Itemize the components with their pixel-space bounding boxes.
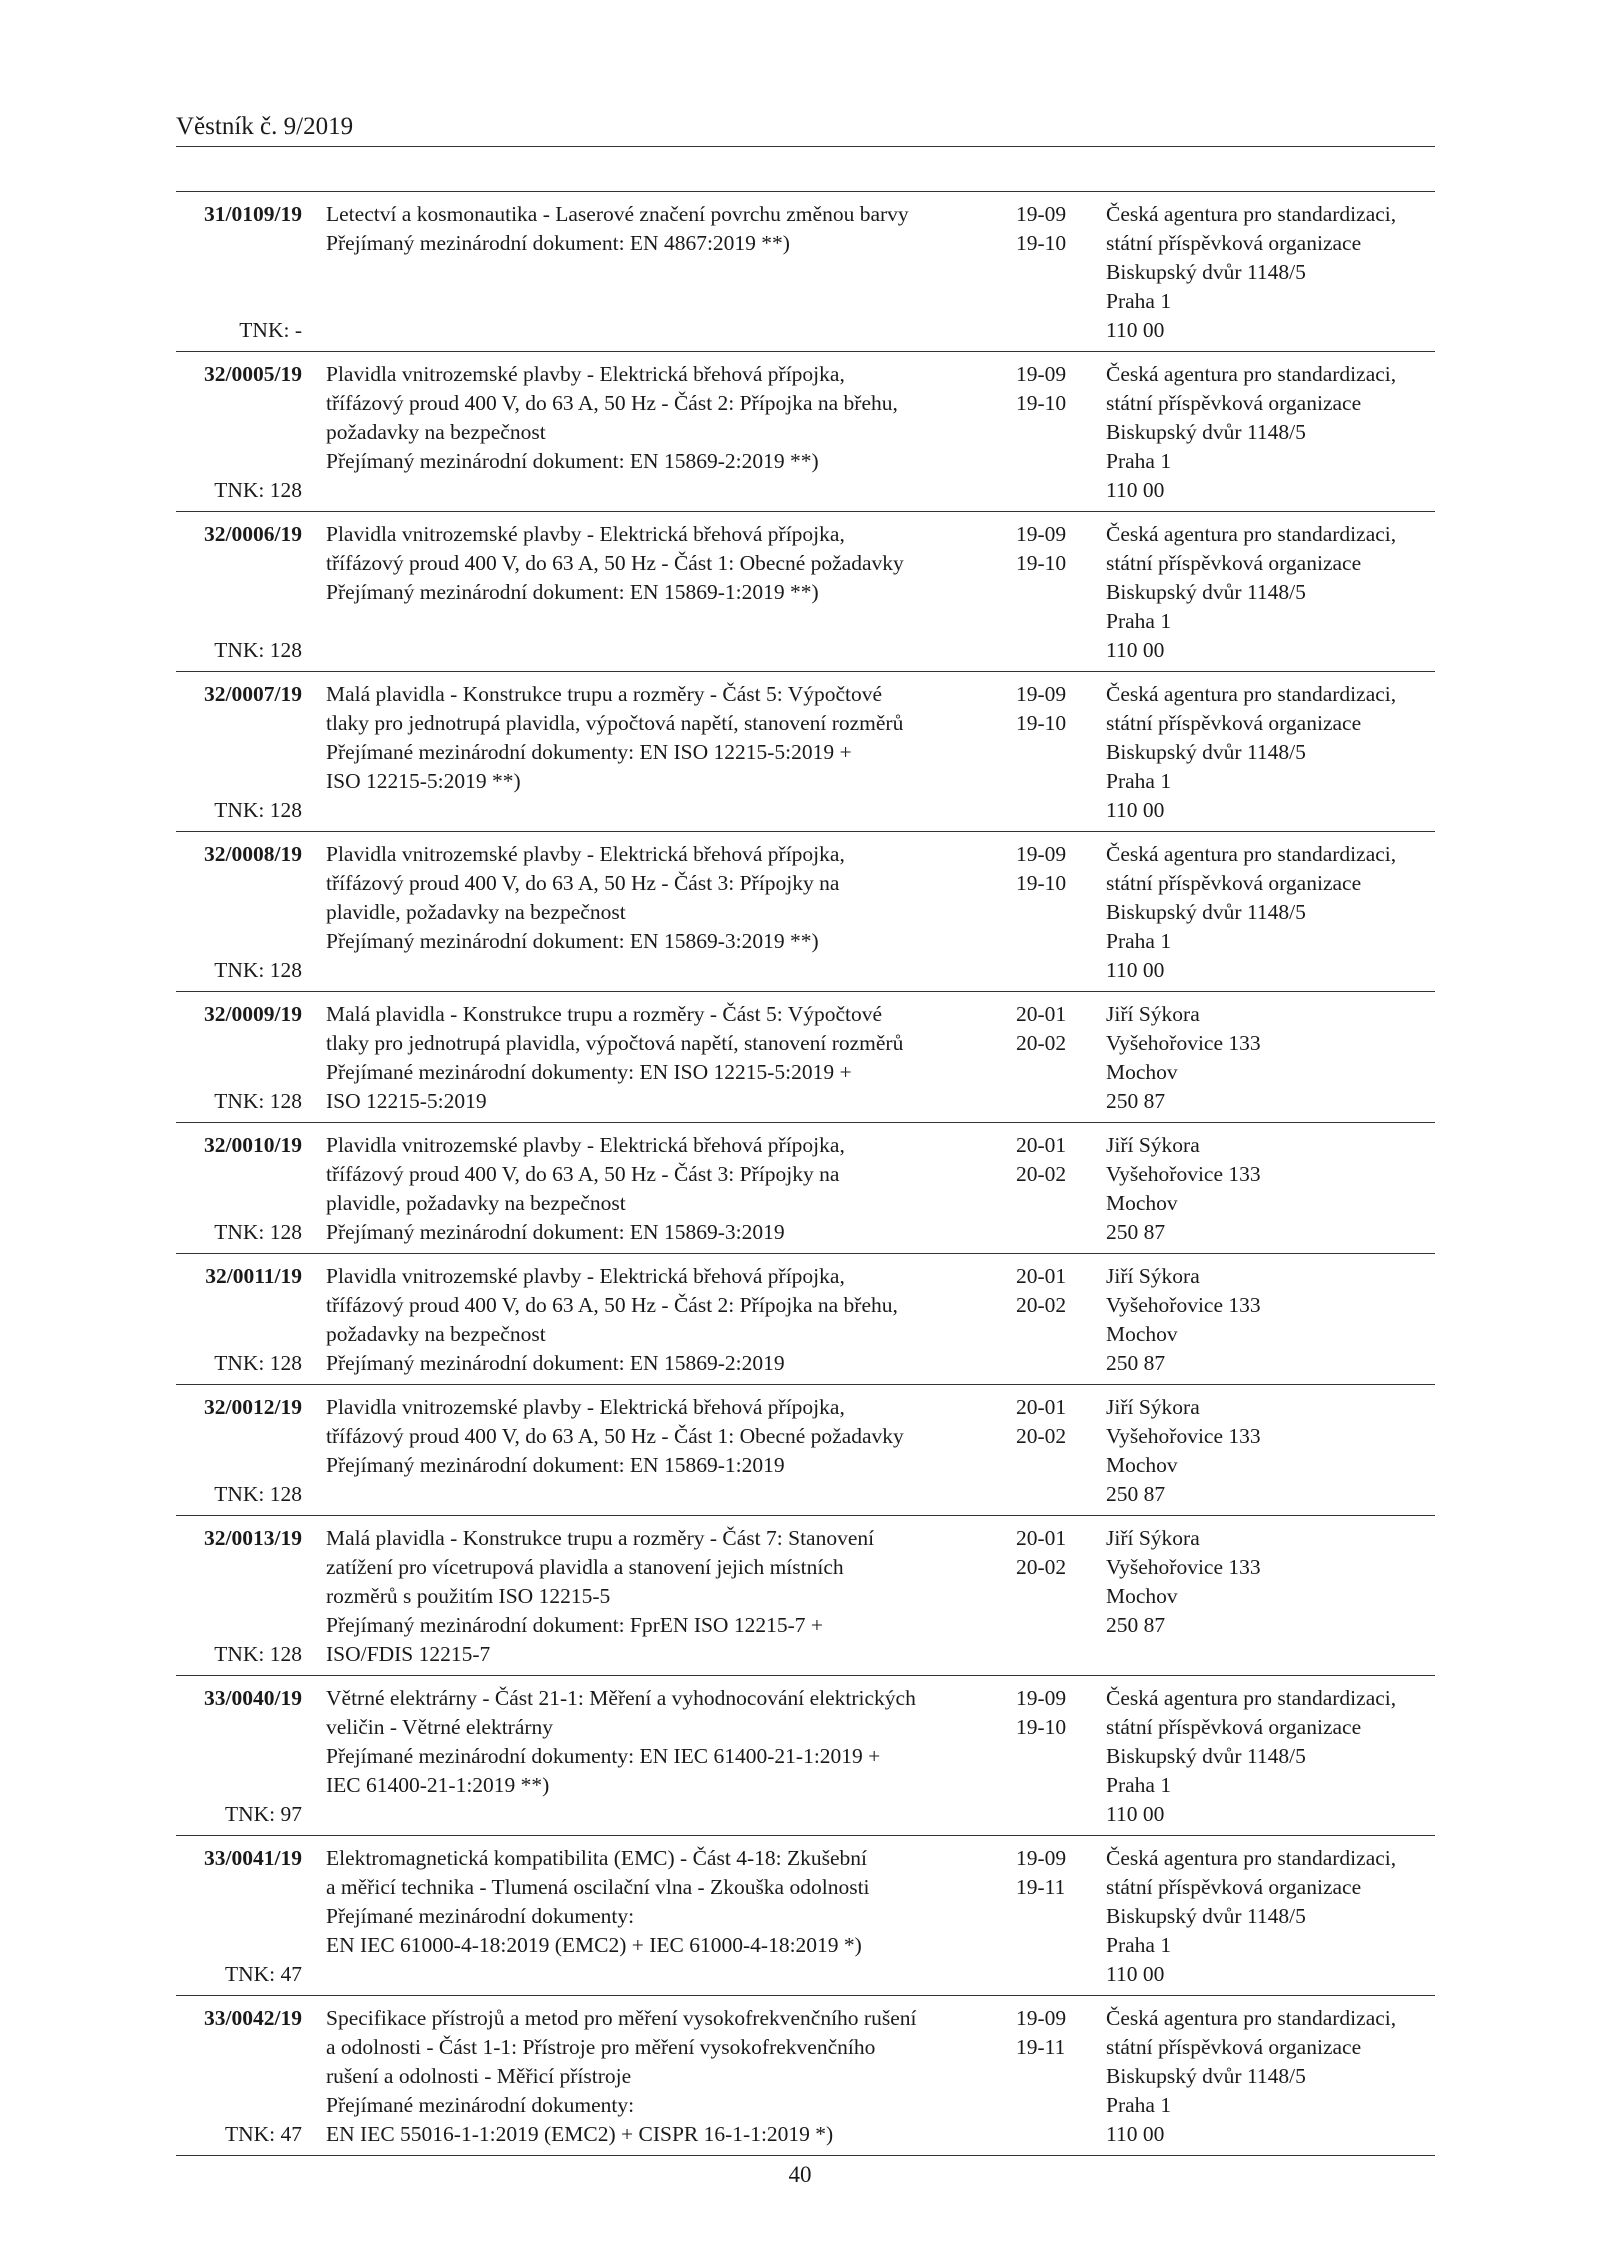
entry-description: [326, 1836, 996, 1995]
description-line: a odolnosti - Část 1-1: Přístroje pro měření vysokofrekvenčního: [326, 2035, 876, 2059]
entry-description: [326, 1385, 996, 1515]
entry-code: 32/0013/19: [204, 1526, 302, 1550]
page-header-title: Věstník č. 9/2019: [176, 113, 354, 140]
entry-dates: [1016, 840, 1086, 898]
description-line: Plavidla vnitrozemské plavby - Elektrická břehová přípojka,: [326, 1395, 845, 1419]
organization-line: Biskupský dvůr 1148/5: [1106, 420, 1306, 444]
date-value: 19-09: [1016, 682, 1067, 706]
description-line: Přejímaný mezinárodní dokument: EN 15869-3:2019 **): [326, 929, 819, 953]
description-line: Přejímané mezinárodní dokumenty:: [326, 2093, 635, 2117]
description-line: třífázový proud 400 V, do 63 A, 50 Hz - Část 2: Přípojka na břehu,: [326, 391, 898, 415]
entry-organization: [1106, 1393, 1436, 1509]
date-value: 19-10: [1016, 871, 1067, 895]
organization-line: Mochov: [1106, 1453, 1178, 1477]
entry-code-cell: [176, 1262, 302, 1291]
entry-organization: [1106, 1131, 1436, 1247]
organization-line: Mochov: [1106, 1584, 1178, 1608]
entry-dates: [1016, 1844, 1086, 1902]
tnk-label: TNK: 128: [214, 478, 302, 502]
entry-dates: [1016, 360, 1086, 418]
organization-line: 110 00: [1106, 478, 1165, 502]
table-row: [176, 1385, 1435, 1516]
table-row: [176, 512, 1435, 672]
date-value: 19-09: [1016, 522, 1067, 546]
table-row: [176, 1996, 1435, 2156]
organization-line: 110 00: [1106, 1802, 1165, 1826]
tnk-label: TNK: 47: [224, 1962, 302, 1986]
entry-code: 32/0011/19: [205, 1264, 302, 1288]
organization-line: státní příspěvková organizace: [1106, 1875, 1362, 1899]
organization-line: Jiří Sýkora: [1106, 1395, 1200, 1419]
description-line: tlaky pro jednotrupá plavidla, výpočtová napětí, stanovení rozměrů: [326, 711, 904, 735]
description-line: Plavidla vnitrozemské plavby - Elektrická břehová přípojka,: [326, 522, 845, 546]
entry-dates: [1016, 1684, 1086, 1742]
entry-organization: [1106, 1684, 1436, 1829]
table-row: [176, 1836, 1435, 1996]
description-line: třífázový proud 400 V, do 63 A, 50 Hz - Část 2: Přípojka na břehu,: [326, 1293, 898, 1317]
organization-line: 110 00: [1106, 798, 1165, 822]
organization-line: státní příspěvková organizace: [1106, 231, 1362, 255]
description-line: Přejímané mezinárodní dokumenty: EN IEC 61400-21-1:2019 +: [326, 1744, 881, 1768]
entry-code-cell: [176, 1131, 302, 1160]
description-line: Plavidla vnitrozemské plavby - Elektrická břehová přípojka,: [326, 1264, 845, 1288]
entry-description: [326, 1676, 996, 1835]
table-row: [176, 672, 1435, 832]
organization-line: 250 87: [1106, 1482, 1166, 1506]
date-value: 20-01: [1016, 1133, 1067, 1157]
entry-dates: [1016, 1000, 1086, 1058]
entry-code: 32/0006/19: [204, 522, 302, 546]
organization-line: Česká agentura pro standardizaci,: [1106, 842, 1397, 866]
date-value: 20-02: [1016, 1424, 1067, 1448]
description-line: plavidle, požadavky na bezpečnost: [326, 1191, 626, 1215]
date-value: 19-09: [1016, 1686, 1067, 1710]
date-value: 20-01: [1016, 1264, 1067, 1288]
entry-code: 31/0109/19: [204, 202, 302, 226]
entry-organization: [1106, 840, 1436, 985]
entry-code-cell: [176, 1524, 302, 1553]
organization-line: státní příspěvková organizace: [1106, 551, 1362, 575]
organization-line: Praha 1: [1106, 2093, 1172, 2117]
organization-line: Mochov: [1106, 1060, 1178, 1084]
date-value: 19-10: [1016, 1715, 1067, 1739]
date-value: 19-09: [1016, 2006, 1067, 2030]
organization-line: Jiří Sýkora: [1106, 1133, 1200, 1157]
description-line: Přejímaný mezinárodní dokument: EN 4867:2019 **): [326, 231, 790, 255]
entry-code-cell: [176, 360, 302, 389]
entry-description: [326, 1123, 996, 1253]
date-value: 19-10: [1016, 551, 1067, 575]
organization-line: Praha 1: [1106, 449, 1172, 473]
organization-line: Praha 1: [1106, 289, 1172, 313]
organization-line: Biskupský dvůr 1148/5: [1106, 1744, 1306, 1768]
organization-line: Praha 1: [1106, 769, 1172, 793]
entry-description: [326, 512, 996, 671]
organization-line: 110 00: [1106, 2122, 1165, 2146]
entry-code-cell: [176, 2004, 302, 2033]
description-line: Přejímaný mezinárodní dokument: EN 15869-2:2019: [326, 1351, 785, 1375]
entry-code-cell: [176, 1393, 302, 1422]
entry-description: [326, 992, 996, 1122]
description-line: rozměrů s použitím ISO 12215-5: [326, 1584, 611, 1608]
entry-code-cell: [176, 200, 302, 229]
date-value: 20-02: [1016, 1293, 1067, 1317]
date-value: 19-09: [1016, 202, 1067, 226]
entry-code-cell: [176, 1684, 302, 1713]
date-value: 19-09: [1016, 1846, 1067, 1870]
organization-line: Jiří Sýkora: [1106, 1526, 1200, 1550]
description-line: třífázový proud 400 V, do 63 A, 50 Hz - Část 3: Přípojky na: [326, 1162, 840, 1186]
entry-dates: [1016, 1524, 1086, 1582]
entry-organization: [1106, 1524, 1436, 1640]
description-line: rušení a odolnosti - Měřicí přístroje: [326, 2064, 632, 2088]
entry-code-cell: [176, 520, 302, 549]
tnk-label: TNK: 47: [224, 2122, 302, 2146]
entry-organization: [1106, 200, 1436, 345]
description-line: Přejímané mezinárodní dokumenty: EN ISO 12215-5:2019 +: [326, 740, 852, 764]
entry-description: [326, 192, 996, 351]
description-line: Větrné elektrárny - Část 21-1: Měření a vyhodnocování elektrických: [326, 1686, 916, 1710]
entry-dates: [1016, 2004, 1086, 2062]
description-line: třífázový proud 400 V, do 63 A, 50 Hz - Část 1: Obecné požadavky: [326, 1424, 904, 1448]
date-value: 19-11: [1016, 2035, 1066, 2059]
organization-line: Biskupský dvůr 1148/5: [1106, 260, 1306, 284]
table-row: [176, 1516, 1435, 1676]
entry-organization: [1106, 1000, 1436, 1116]
date-value: 20-01: [1016, 1002, 1067, 1026]
description-line: Specifikace přístrojů a metod pro měření vysokofrekvenčního rušení: [326, 2006, 917, 2030]
entry-organization: [1106, 360, 1436, 505]
organization-line: 250 87: [1106, 1220, 1166, 1244]
entry-dates: [1016, 200, 1086, 258]
organization-line: Mochov: [1106, 1322, 1178, 1346]
date-value: 20-02: [1016, 1555, 1067, 1579]
organization-line: Česká agentura pro standardizaci,: [1106, 682, 1397, 706]
description-line: EN IEC 55016-1-1:2019 (EMC2) + CISPR 16-1-1:2019 *): [326, 2122, 834, 2146]
description-line: Malá plavidla - Konstrukce trupu a rozměry - Část 5: Výpočtové: [326, 682, 883, 706]
description-line: Elektromagnetická kompatibilita (EMC) - Část 4-18: Zkušební: [326, 1846, 867, 1870]
date-value: 19-10: [1016, 231, 1067, 255]
date-value: 19-11: [1016, 1875, 1066, 1899]
organization-line: státní příspěvková organizace: [1106, 871, 1362, 895]
entry-code: 32/0009/19: [204, 1002, 302, 1026]
tnk-label: TNK: 128: [214, 798, 302, 822]
tnk-label: TNK: -: [239, 318, 302, 342]
date-value: 20-01: [1016, 1526, 1067, 1550]
entry-code-cell: [176, 680, 302, 709]
organization-line: 110 00: [1106, 958, 1165, 982]
organization-line: 110 00: [1106, 638, 1165, 662]
tnk-label: TNK: 128: [214, 1351, 302, 1375]
description-line: ISO 12215-5:2019 **): [326, 769, 521, 793]
description-line: a měřicí technika - Tlumená oscilační vlna - Zkouška odolnosti: [326, 1875, 870, 1899]
entry-code: 32/0010/19: [204, 1133, 302, 1157]
organization-line: Česká agentura pro standardizaci,: [1106, 202, 1397, 226]
entry-code-cell: [176, 840, 302, 869]
organization-line: 250 87: [1106, 1089, 1166, 1113]
organization-line: Česká agentura pro standardizaci,: [1106, 1686, 1397, 1710]
description-line: požadavky na bezpečnost: [326, 420, 546, 444]
description-line: Přejímaný mezinárodní dokument: EN 15869-1:2019 **): [326, 580, 819, 604]
tnk-label: TNK: 128: [214, 1642, 302, 1666]
entry-description: [326, 1996, 996, 2155]
description-line: Přejímaný mezinárodní dokument: EN 15869-3:2019: [326, 1220, 785, 1244]
page-number: 40: [788, 2162, 812, 2187]
tnk-label: TNK: 128: [214, 1220, 302, 1244]
description-line: IEC 61400-21-1:2019 **): [326, 1773, 550, 1797]
entry-dates: [1016, 1393, 1086, 1451]
description-line: EN IEC 61000-4-18:2019 (EMC2) + IEC 61000-4-18:2019 *): [326, 1933, 862, 1957]
organization-line: Vyšehořovice 133: [1106, 1031, 1261, 1055]
table-row: [176, 1123, 1435, 1254]
description-line: Přejímaný mezinárodní dokument: EN 15869-1:2019: [326, 1453, 785, 1477]
organization-line: Vyšehořovice 133: [1106, 1162, 1261, 1186]
description-line: plavidle, požadavky na bezpečnost: [326, 900, 626, 924]
organization-line: 250 87: [1106, 1613, 1166, 1637]
entry-description: [326, 1254, 996, 1384]
tnk-label: TNK: 128: [214, 638, 302, 662]
entry-code: 32/0008/19: [204, 842, 302, 866]
entry-code: 32/0007/19: [204, 682, 302, 706]
description-line: veličin - Větrné elektrárny: [326, 1715, 554, 1739]
entry-code-cell: [176, 1000, 302, 1029]
organization-line: Praha 1: [1106, 1933, 1172, 1957]
table-row: [176, 352, 1435, 512]
entry-organization: [1106, 1262, 1436, 1378]
table-row: [176, 192, 1435, 352]
organization-line: Česká agentura pro standardizaci,: [1106, 522, 1397, 546]
description-line: Plavidla vnitrozemské plavby - Elektrická břehová přípojka,: [326, 1133, 845, 1157]
header-rule: [176, 146, 1435, 147]
tnk-label: TNK: 128: [214, 1482, 302, 1506]
organization-line: Praha 1: [1106, 1773, 1172, 1797]
entry-description: [326, 672, 996, 831]
tnk-label: TNK: 128: [214, 1089, 302, 1113]
entry-code: 33/0042/19: [204, 2006, 302, 2030]
description-line: Plavidla vnitrozemské plavby - Elektrická břehová přípojka,: [326, 362, 845, 386]
organization-line: Jiří Sýkora: [1106, 1264, 1200, 1288]
organization-line: Biskupský dvůr 1148/5: [1106, 740, 1306, 764]
standards-table: [176, 191, 1435, 2156]
description-line: třífázový proud 400 V, do 63 A, 50 Hz - Část 1: Obecné požadavky: [326, 551, 904, 575]
description-line: Malá plavidla - Konstrukce trupu a rozměry - Část 5: Výpočtové: [326, 1002, 883, 1026]
organization-line: Vyšehořovice 133: [1106, 1555, 1261, 1579]
entry-organization: [1106, 2004, 1436, 2149]
date-value: 19-09: [1016, 362, 1067, 386]
table-row: [176, 1676, 1435, 1836]
organization-line: Biskupský dvůr 1148/5: [1106, 2064, 1306, 2088]
entry-code-cell: [176, 1844, 302, 1873]
description-line: Letectví a kosmonautika - Laserové značení povrchu změnou barvy: [326, 202, 909, 226]
organization-line: 110 00: [1106, 1962, 1165, 1986]
date-value: 19-09: [1016, 842, 1067, 866]
organization-line: Praha 1: [1106, 609, 1172, 633]
description-line: Malá plavidla - Konstrukce trupu a rozměry - Část 7: Stanovení: [326, 1526, 875, 1550]
organization-line: státní příspěvková organizace: [1106, 391, 1362, 415]
entry-code: 33/0041/19: [204, 1846, 302, 1870]
organization-line: Česká agentura pro standardizaci,: [1106, 362, 1397, 386]
organization-line: Jiří Sýkora: [1106, 1002, 1200, 1026]
entry-description: [326, 832, 996, 991]
date-value: 19-10: [1016, 391, 1067, 415]
organization-line: 250 87: [1106, 1351, 1166, 1375]
entry-code: 33/0040/19: [204, 1686, 302, 1710]
entry-description: [326, 1516, 996, 1675]
description-line: požadavky na bezpečnost: [326, 1322, 546, 1346]
entry-dates: [1016, 520, 1086, 578]
description-line: Přejímané mezinárodní dokumenty:: [326, 1904, 635, 1928]
organization-line: 110 00: [1106, 318, 1165, 342]
organization-line: Vyšehořovice 133: [1106, 1424, 1261, 1448]
table-row: [176, 832, 1435, 992]
description-line: ISO 12215-5:2019: [326, 1089, 487, 1113]
organization-line: Biskupský dvůr 1148/5: [1106, 580, 1306, 604]
organization-line: Biskupský dvůr 1148/5: [1106, 1904, 1306, 1928]
description-line: Přejímaný mezinárodní dokument: FprEN ISO 12215-7 +: [326, 1613, 823, 1637]
organization-line: Mochov: [1106, 1191, 1178, 1215]
entry-organization: [1106, 1844, 1436, 1989]
entry-organization: [1106, 520, 1436, 665]
tnk-label: TNK: 97: [224, 1802, 302, 1826]
date-value: 20-02: [1016, 1162, 1067, 1186]
description-line: zatížení pro vícetrupová plavidla a stanovení jejich místních: [326, 1555, 844, 1579]
organization-line: Praha 1: [1106, 929, 1172, 953]
description-line: třífázový proud 400 V, do 63 A, 50 Hz - Část 3: Přípojky na: [326, 871, 840, 895]
date-value: 20-02: [1016, 1031, 1067, 1055]
organization-line: Vyšehořovice 133: [1106, 1293, 1261, 1317]
organization-line: Biskupský dvůr 1148/5: [1106, 900, 1306, 924]
organization-line: státní příspěvková organizace: [1106, 2035, 1362, 2059]
description-line: Plavidla vnitrozemské plavby - Elektrická břehová přípojka,: [326, 842, 845, 866]
tnk-label: TNK: 128: [214, 958, 302, 982]
description-line: Přejímaný mezinárodní dokument: EN 15869-2:2019 **): [326, 449, 819, 473]
organization-line: Česká agentura pro standardizaci,: [1106, 2006, 1397, 2030]
table-row: [176, 992, 1435, 1123]
organization-line: Česká agentura pro standardizaci,: [1106, 1846, 1397, 1870]
entry-dates: [1016, 1131, 1086, 1189]
date-value: 19-10: [1016, 711, 1067, 735]
entry-dates: [1016, 1262, 1086, 1320]
entry-code: 32/0012/19: [204, 1395, 302, 1419]
entry-code: 32/0005/19: [204, 362, 302, 386]
entry-description: [326, 352, 996, 511]
entry-organization: [1106, 680, 1436, 825]
organization-line: státní příspěvková organizace: [1106, 1715, 1362, 1739]
entry-dates: [1016, 680, 1086, 738]
table-row: [176, 1254, 1435, 1385]
description-line: ISO/FDIS 12215-7: [326, 1642, 491, 1666]
description-line: Přejímané mezinárodní dokumenty: EN ISO 12215-5:2019 +: [326, 1060, 852, 1084]
date-value: 20-01: [1016, 1395, 1067, 1419]
organization-line: státní příspěvková organizace: [1106, 711, 1362, 735]
description-line: tlaky pro jednotrupá plavidla, výpočtová napětí, stanovení rozměrů: [326, 1031, 904, 1055]
